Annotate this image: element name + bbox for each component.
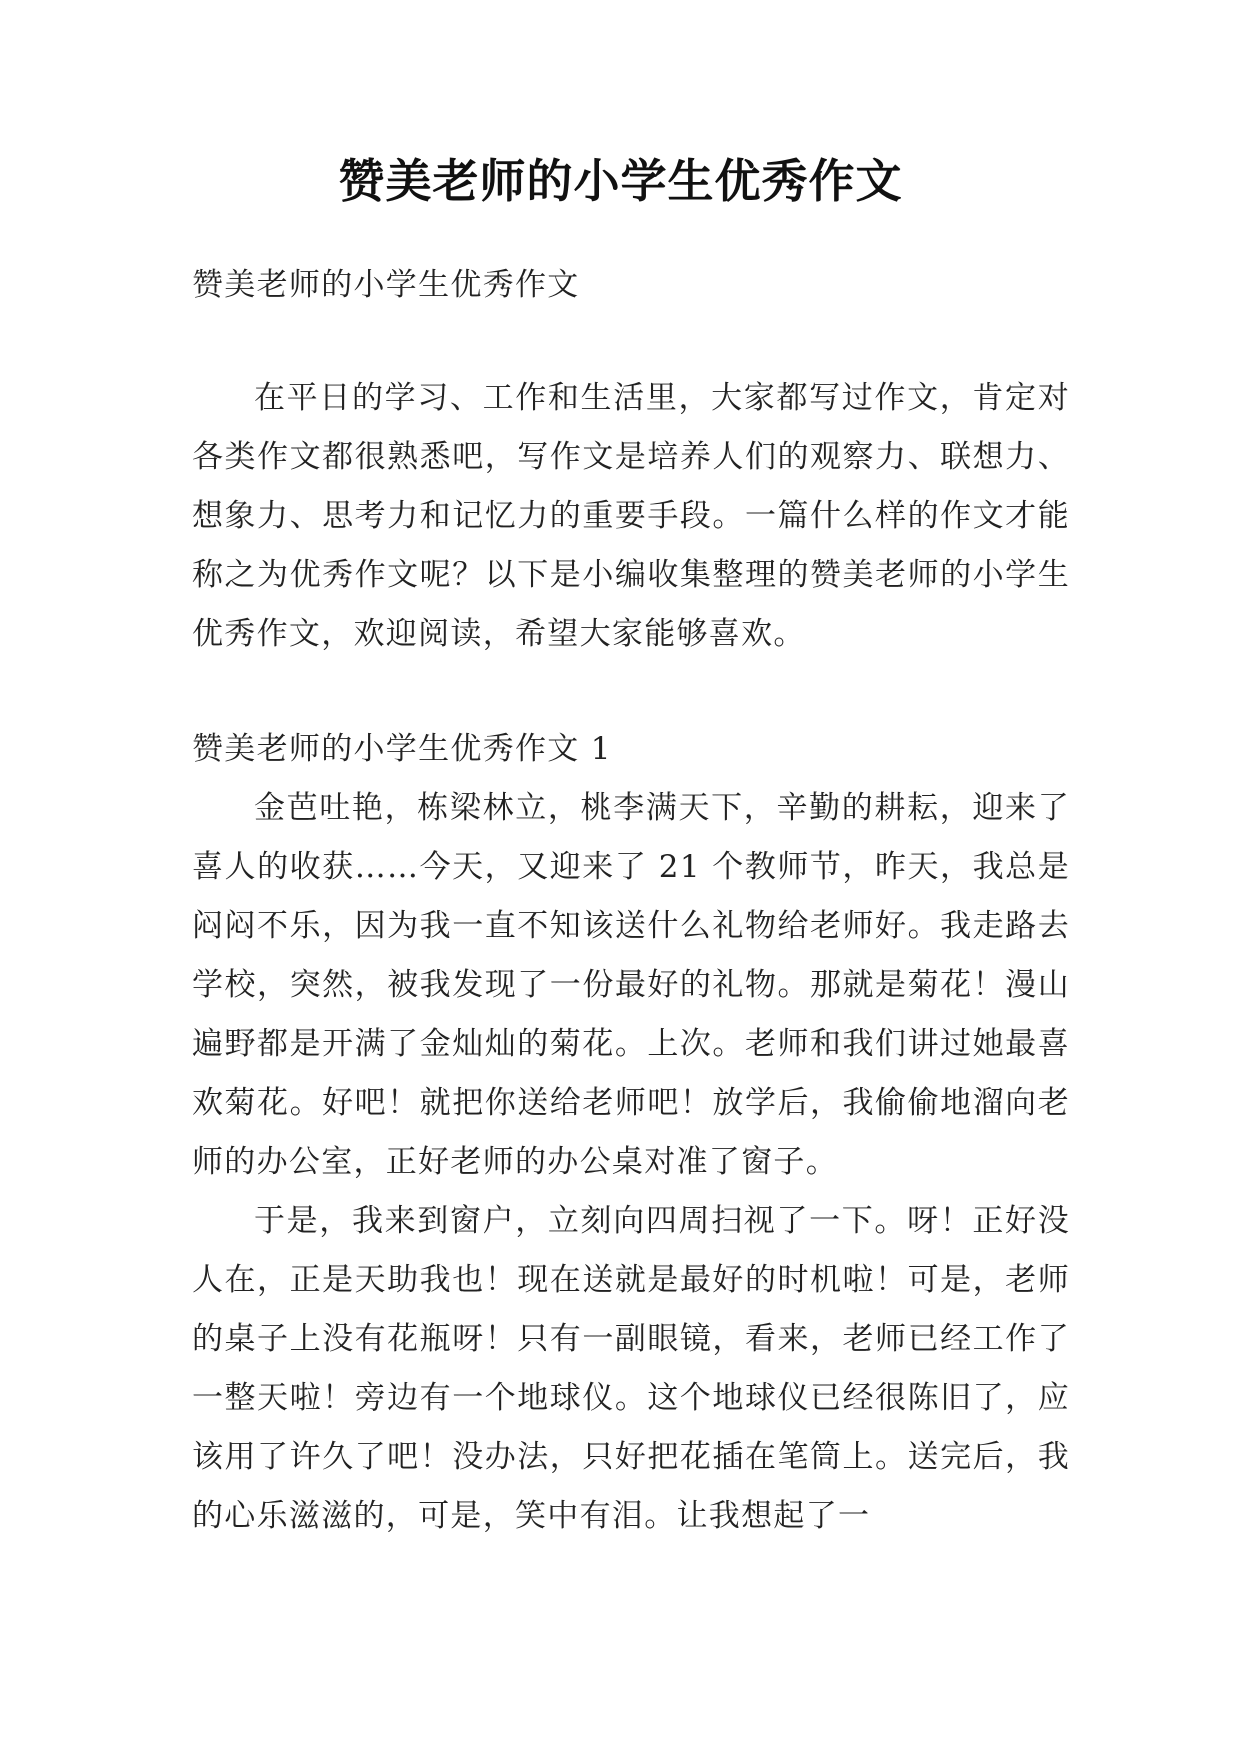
intro-paragraph: 在平日的学习、工作和生活里，大家都写过作文，肯定对各类作文都很熟悉吧，写作文是培养人们的观察力、联想力、想象力、思考力和记忆力的重要手段。一篇什么样的作文才能称之为优秀作文呢？以下是小编收集整理的赞美老师的小学生优秀作文，欢迎阅读，希望大家能够喜欢。 [192, 380, 1070, 652]
spacer [192, 664, 1070, 720]
body-paragraph: 于是，我来到窗户，立刻向四周扫视了一下。呀！正好没人在，正是天助我也！现在送就是最好的时机啦！可是，老师的桌子上没有花瓶呀！只有一副眼镜，看来，老师已经工作了一整天啦！旁边有一个地球仪。这个地球仪已经很陈旧了，应该用了许久了吧！没办法，只好把花插在笔筒上。送完后，我的心乐滋滋的，可是，笑中有泪。让我想起了一 [192, 1203, 1070, 1534]
document-title: 赞美老师的小学生优秀作文 [338, 154, 903, 208]
document-body [192, 256, 1070, 1546]
document-subtitle: 赞美老师的小学生优秀作文 [192, 267, 580, 303]
body-paragraph: 金芭吐艳，栋梁林立，桃李满天下，辛勤的耕耘，迎来了喜人的收获……今天，又迎来了 21 个教师节，昨天，我总是闷闷不乐，因为我一直不知该送什么礼物给老师好。我走路去学校，突然，被我发现了一份最好的礼物。那就是菊花！漫山遍野都是开满了金灿灿的菊花。上次。老师和我们讲过她最喜欢菊花。好吧！就把你送给老师吧！放学后，我偷偷地溜向老师的办公室，正好老师的办公桌对准了窗子。 [192, 790, 1070, 1180]
section-heading: 赞美老师的小学生优秀作文 1 [192, 731, 612, 767]
spacer [192, 315, 1070, 369]
